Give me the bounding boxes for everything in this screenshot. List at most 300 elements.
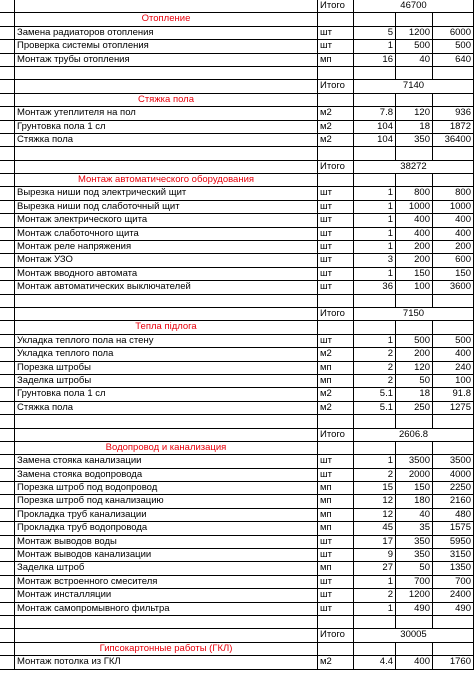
item-name-cell[interactable]: Заделка штроб [15, 562, 318, 574]
price-cell[interactable]: 35 [396, 522, 433, 534]
quantity-cell[interactable] [354, 643, 396, 655]
price-cell[interactable]: 150 [396, 268, 433, 280]
quantity-cell[interactable]: 1 [354, 335, 396, 347]
empty-cell[interactable] [15, 67, 318, 79]
sum-cell[interactable]: 2250 [433, 482, 474, 494]
total-value[interactable]: 7140 [354, 80, 474, 92]
unit-cell[interactable] [318, 442, 354, 454]
row-number-cell[interactable] [0, 536, 15, 548]
unit-cell[interactable]: м2 [318, 388, 354, 400]
item-name-cell[interactable]: Замена стояка водопровода [15, 469, 318, 481]
row-number-cell[interactable] [0, 616, 15, 628]
quantity-cell[interactable]: 2 [354, 589, 396, 601]
unit-cell[interactable]: шт [318, 281, 354, 293]
total-label[interactable]: Итого [318, 629, 354, 641]
sum-cell[interactable]: 2160 [433, 495, 474, 507]
price-cell[interactable]: 40 [396, 54, 433, 66]
row-number-cell[interactable] [0, 174, 15, 186]
item-name-cell[interactable]: Стяжка пола [15, 134, 318, 146]
sum-cell[interactable]: 490 [433, 603, 474, 615]
table-row [0, 228, 474, 241]
table-row [0, 388, 474, 401]
price-cell[interactable] [396, 442, 433, 454]
price-cell[interactable] [396, 13, 433, 25]
item-name-cell[interactable]: Вырезка ниши под электрический щит [15, 187, 318, 199]
table-row [0, 362, 474, 375]
unit-cell[interactable]: м2 [318, 134, 354, 146]
total-label[interactable]: Итого [318, 429, 354, 441]
row-number-cell[interactable] [0, 13, 15, 25]
item-name-cell[interactable]: Прокладка труб канализации [15, 509, 318, 521]
unit-cell[interactable] [318, 415, 354, 427]
sum-cell[interactable]: 400 [433, 228, 474, 240]
row-number-cell[interactable] [0, 27, 15, 39]
row-number-cell[interactable] [0, 147, 15, 159]
row-number-cell[interactable] [0, 187, 15, 199]
section-title[interactable]: Монтаж автоматического оборудования [15, 174, 318, 186]
item-name-cell[interactable]: Укладка теплого пола [15, 348, 318, 360]
price-cell[interactable]: 400 [396, 214, 433, 226]
price-cell[interactable]: 1200 [396, 589, 433, 601]
price-cell[interactable]: 1000 [396, 201, 433, 213]
price-cell[interactable]: 18 [396, 121, 433, 133]
quantity-cell[interactable] [354, 67, 396, 79]
quantity-cell[interactable]: 45 [354, 522, 396, 534]
row-number-cell[interactable] [0, 643, 15, 655]
item-name-cell[interactable]: Замена радиаторов отопления [15, 27, 318, 39]
row-number-cell[interactable] [0, 228, 15, 240]
quantity-cell[interactable] [354, 321, 396, 333]
quantity-cell[interactable] [354, 174, 396, 186]
empty-cell[interactable] [15, 308, 318, 320]
row-number-cell[interactable] [0, 656, 15, 668]
item-name-cell[interactable]: Монтаж слаботочного щита [15, 228, 318, 240]
subtotal-row [0, 429, 474, 442]
price-cell[interactable]: 50 [396, 375, 433, 387]
quantity-cell[interactable] [354, 147, 396, 159]
quantity-cell[interactable]: 1 [354, 40, 396, 52]
sum-cell[interactable]: 150 [433, 268, 474, 280]
row-number-cell[interactable] [0, 308, 15, 320]
row-number-cell[interactable] [0, 241, 15, 253]
item-name-cell[interactable]: Замена стояка канализации [15, 455, 318, 467]
row-number-cell[interactable] [0, 455, 15, 467]
sum-cell[interactable] [433, 442, 474, 454]
item-name-cell[interactable]: Монтаж выводов воды [15, 536, 318, 548]
item-name-cell[interactable]: Заделка штробы [15, 375, 318, 387]
unit-cell[interactable]: м2 [318, 107, 354, 119]
total-label[interactable]: Итого [318, 0, 354, 12]
sum-cell[interactable]: 800 [433, 187, 474, 199]
price-cell[interactable] [396, 147, 433, 159]
row-number-cell[interactable] [0, 388, 15, 400]
quantity-cell[interactable]: 104 [354, 134, 396, 146]
quantity-cell[interactable]: 16 [354, 54, 396, 66]
unit-cell[interactable]: мп [318, 562, 354, 574]
price-cell[interactable] [396, 616, 433, 628]
sum-cell[interactable]: 1872 [433, 121, 474, 133]
section-title[interactable]: Гипсокартонные работы (ГКЛ) [15, 643, 318, 655]
sum-cell[interactable] [433, 643, 474, 655]
row-number-cell[interactable] [0, 254, 15, 266]
quantity-cell[interactable]: 7.8 [354, 107, 396, 119]
unit-cell[interactable] [318, 643, 354, 655]
quantity-cell[interactable]: 12 [354, 509, 396, 521]
quantity-cell[interactable]: 17 [354, 536, 396, 548]
item-name-cell[interactable]: Монтаж автоматических выключателей [15, 281, 318, 293]
quantity-cell[interactable]: 36 [354, 281, 396, 293]
sum-cell[interactable]: 1275 [433, 402, 474, 414]
sum-cell[interactable]: 500 [433, 335, 474, 347]
empty-cell[interactable] [15, 616, 318, 628]
quantity-cell[interactable]: 2 [354, 362, 396, 374]
unit-cell[interactable]: мп [318, 482, 354, 494]
unit-cell[interactable] [318, 321, 354, 333]
row-number-cell[interactable] [0, 362, 15, 374]
quantity-cell[interactable]: 1 [354, 228, 396, 240]
price-cell[interactable]: 350 [396, 536, 433, 548]
row-number-cell[interactable] [0, 121, 15, 133]
table-row [0, 469, 474, 482]
blank-row [0, 295, 474, 308]
quantity-cell[interactable]: 1 [354, 603, 396, 615]
unit-cell[interactable]: мп [318, 54, 354, 66]
quantity-cell[interactable]: 1 [354, 455, 396, 467]
quantity-cell[interactable]: 9 [354, 549, 396, 561]
item-name-cell[interactable]: Монтаж реле напряжения [15, 241, 318, 253]
total-value[interactable]: 2606.8 [354, 429, 474, 441]
table-row [0, 482, 474, 495]
quantity-cell[interactable]: 5.1 [354, 388, 396, 400]
item-name-cell[interactable]: Монтаж выводов канализации [15, 549, 318, 561]
total-value[interactable]: 30005 [354, 629, 474, 641]
quantity-cell[interactable]: 1 [354, 241, 396, 253]
unit-cell[interactable]: м2 [318, 121, 354, 133]
row-number-cell[interactable] [0, 549, 15, 561]
price-cell[interactable]: 120 [396, 362, 433, 374]
price-cell[interactable]: 250 [396, 402, 433, 414]
unit-cell[interactable]: шт [318, 201, 354, 213]
unit-cell[interactable]: шт [318, 268, 354, 280]
price-cell[interactable]: 50 [396, 562, 433, 574]
table-row [0, 522, 474, 535]
sum-cell[interactable] [433, 147, 474, 159]
unit-cell[interactable]: мп [318, 509, 354, 521]
price-cell[interactable] [396, 295, 433, 307]
sum-cell[interactable]: 3500 [433, 455, 474, 467]
row-number-cell[interactable] [0, 107, 15, 119]
row-number-cell[interactable] [0, 576, 15, 588]
item-name-cell[interactable]: Монтаж потолка из ГКЛ [15, 656, 318, 668]
quantity-cell[interactable] [354, 442, 396, 454]
row-number-cell[interactable] [0, 335, 15, 347]
row-number-cell[interactable] [0, 201, 15, 213]
price-cell[interactable]: 40 [396, 509, 433, 521]
total-label[interactable]: Итого [318, 80, 354, 92]
item-name-cell[interactable]: Проверка системы отопления [15, 40, 318, 52]
quantity-cell[interactable]: 5.1 [354, 402, 396, 414]
quantity-cell[interactable] [354, 295, 396, 307]
quantity-cell[interactable] [354, 13, 396, 25]
quantity-cell[interactable]: 12 [354, 495, 396, 507]
row-number-cell[interactable] [0, 442, 15, 454]
quantity-cell[interactable]: 5 [354, 27, 396, 39]
quantity-cell[interactable] [354, 415, 396, 427]
quantity-cell[interactable]: 15 [354, 482, 396, 494]
sum-cell[interactable]: 200 [433, 241, 474, 253]
row-number-cell[interactable] [0, 161, 15, 173]
unit-cell[interactable]: шт [318, 455, 354, 467]
sum-cell[interactable]: 100 [433, 375, 474, 387]
row-number-cell[interactable] [0, 0, 15, 12]
unit-cell[interactable]: шт [318, 214, 354, 226]
sum-cell[interactable]: 700 [433, 576, 474, 588]
unit-cell[interactable]: шт [318, 549, 354, 561]
unit-cell[interactable] [318, 295, 354, 307]
total-value[interactable]: 7150 [354, 308, 474, 320]
unit-cell[interactable]: мп [318, 375, 354, 387]
blank-row [0, 415, 474, 428]
sum-cell[interactable] [433, 616, 474, 628]
unit-cell[interactable]: шт [318, 469, 354, 481]
price-cell[interactable]: 350 [396, 134, 433, 146]
price-cell[interactable]: 800 [396, 187, 433, 199]
sum-cell[interactable]: 400 [433, 214, 474, 226]
sum-cell[interactable]: 640 [433, 54, 474, 66]
item-name-cell[interactable]: Прокладка труб водопровода [15, 522, 318, 534]
unit-cell[interactable] [318, 174, 354, 186]
row-number-cell[interactable] [0, 402, 15, 414]
unit-cell[interactable]: шт [318, 228, 354, 240]
item-name-cell[interactable]: Стяжка пола [15, 402, 318, 414]
quantity-cell[interactable]: 1 [354, 576, 396, 588]
item-name-cell[interactable]: Порезка штроб под водопровод [15, 482, 318, 494]
quantity-cell[interactable]: 104 [354, 121, 396, 133]
quantity-cell[interactable]: 2 [354, 375, 396, 387]
price-cell[interactable]: 150 [396, 482, 433, 494]
row-number-cell[interactable] [0, 348, 15, 360]
item-name-cell[interactable]: Порезка штробы [15, 362, 318, 374]
sum-cell[interactable] [433, 94, 474, 106]
blank-row [0, 616, 474, 629]
unit-cell[interactable]: шт [318, 27, 354, 39]
sum-cell[interactable]: 400 [433, 348, 474, 360]
unit-cell[interactable]: шт [318, 603, 354, 615]
unit-cell[interactable]: шт [318, 241, 354, 253]
unit-cell[interactable]: м2 [318, 402, 354, 414]
price-cell[interactable]: 200 [396, 254, 433, 266]
row-number-cell[interactable] [0, 80, 15, 92]
unit-cell[interactable]: м2 [318, 656, 354, 668]
row-number-cell[interactable] [0, 134, 15, 146]
price-cell[interactable] [396, 174, 433, 186]
price-cell[interactable]: 500 [396, 40, 433, 52]
sum-cell[interactable]: 6000 [433, 27, 474, 39]
unit-cell[interactable]: мп [318, 362, 354, 374]
section-title[interactable]: Стяжка пола [15, 94, 318, 106]
quantity-cell[interactable]: 1 [354, 187, 396, 199]
item-name-cell[interactable]: Монтаж УЗО [15, 254, 318, 266]
item-name-cell[interactable]: Монтаж электрического щита [15, 214, 318, 226]
price-cell[interactable]: 400 [396, 228, 433, 240]
row-number-cell[interactable] [0, 295, 15, 307]
total-label[interactable]: Итого [318, 308, 354, 320]
row-number-cell[interactable] [0, 94, 15, 106]
row-number-cell[interactable] [0, 67, 15, 79]
unit-cell[interactable]: шт [318, 576, 354, 588]
quantity-cell[interactable]: 2 [354, 348, 396, 360]
item-name-cell[interactable]: Монтаж встроенного смесителя [15, 576, 318, 588]
sum-cell[interactable]: 4000 [433, 469, 474, 481]
price-cell[interactable] [396, 321, 433, 333]
unit-cell[interactable]: шт [318, 187, 354, 199]
section-title[interactable]: Тепла підлога [15, 321, 318, 333]
row-number-cell[interactable] [0, 522, 15, 534]
quantity-cell[interactable]: 3 [354, 254, 396, 266]
row-number-cell[interactable] [0, 268, 15, 280]
sum-cell[interactable]: 3150 [433, 549, 474, 561]
sum-cell[interactable] [433, 67, 474, 79]
sum-cell[interactable] [433, 321, 474, 333]
item-name-cell[interactable]: Укладка теплого пола на стену [15, 335, 318, 347]
quantity-cell[interactable]: 1 [354, 268, 396, 280]
sum-cell[interactable]: 936 [433, 107, 474, 119]
price-cell[interactable] [396, 415, 433, 427]
item-name-cell[interactable]: Порезка штроб под канализацию [15, 495, 318, 507]
empty-cell[interactable] [15, 161, 318, 173]
unit-cell[interactable] [318, 13, 354, 25]
price-cell[interactable]: 18 [396, 388, 433, 400]
unit-cell[interactable]: м2 [318, 348, 354, 360]
row-number-cell[interactable] [0, 281, 15, 293]
table-row [0, 375, 474, 388]
item-name-cell[interactable]: Монтаж трубы отопления [15, 54, 318, 66]
price-cell[interactable]: 180 [396, 495, 433, 507]
unit-cell[interactable]: шт [318, 335, 354, 347]
item-name-cell[interactable]: Грунтовка пола 1 сл [15, 388, 318, 400]
empty-cell[interactable] [15, 80, 318, 92]
price-cell[interactable] [396, 643, 433, 655]
price-cell[interactable] [396, 67, 433, 79]
unit-cell[interactable] [318, 147, 354, 159]
unit-cell[interactable]: шт [318, 254, 354, 266]
sum-cell[interactable]: 1760 [433, 656, 474, 668]
row-number-cell[interactable] [0, 469, 15, 481]
quantity-cell[interactable]: 2 [354, 469, 396, 481]
item-name-cell[interactable]: Монтаж самопромывного фильтра [15, 603, 318, 615]
total-value[interactable]: 46700 [354, 0, 474, 12]
row-number-cell[interactable] [0, 429, 15, 441]
price-cell[interactable]: 500 [396, 335, 433, 347]
item-name-cell[interactable]: Монтаж инсталляции [15, 589, 318, 601]
item-name-cell[interactable]: Монтаж утеплителя на пол [15, 107, 318, 119]
empty-cell[interactable] [15, 0, 318, 12]
row-number-cell[interactable] [0, 482, 15, 494]
row-number-cell[interactable] [0, 509, 15, 521]
sum-cell[interactable]: 2400 [433, 589, 474, 601]
sum-cell[interactable] [433, 174, 474, 186]
row-number-cell[interactable] [0, 375, 15, 387]
sum-cell[interactable]: 5950 [433, 536, 474, 548]
item-name-cell[interactable]: Грунтовка пола 1 сл [15, 121, 318, 133]
quantity-cell[interactable]: 1 [354, 214, 396, 226]
empty-cell[interactable] [15, 429, 318, 441]
row-number-cell[interactable] [0, 415, 15, 427]
item-name-cell[interactable]: Монтаж вводного автомата [15, 268, 318, 280]
sum-cell[interactable]: 1575 [433, 522, 474, 534]
sum-cell[interactable]: 500 [433, 40, 474, 52]
table-row [0, 241, 474, 254]
price-cell[interactable]: 490 [396, 603, 433, 615]
unit-cell[interactable]: мп [318, 495, 354, 507]
sum-cell[interactable]: 480 [433, 509, 474, 521]
total-value[interactable]: 38272 [354, 161, 474, 173]
unit-cell[interactable]: мп [318, 522, 354, 534]
empty-cell[interactable] [15, 295, 318, 307]
empty-cell[interactable] [15, 629, 318, 641]
price-cell[interactable] [396, 94, 433, 106]
quantity-cell[interactable]: 1 [354, 201, 396, 213]
empty-cell[interactable] [15, 147, 318, 159]
row-number-cell[interactable] [0, 562, 15, 574]
price-cell[interactable]: 2000 [396, 469, 433, 481]
price-cell[interactable]: 400 [396, 656, 433, 668]
quantity-cell[interactable]: 4.4 [354, 656, 396, 668]
item-name-cell[interactable]: Вырезка ниши под слаботочный щит [15, 201, 318, 213]
sum-cell[interactable] [433, 295, 474, 307]
unit-cell[interactable] [318, 616, 354, 628]
price-cell[interactable]: 200 [396, 241, 433, 253]
sum-cell[interactable]: 91.8 [433, 388, 474, 400]
price-cell[interactable]: 3500 [396, 455, 433, 467]
section-title[interactable]: Водопровод и канализация [15, 442, 318, 454]
price-cell[interactable]: 1200 [396, 27, 433, 39]
row-number-cell[interactable] [0, 321, 15, 333]
total-label[interactable]: Итого [318, 161, 354, 173]
price-cell[interactable]: 350 [396, 549, 433, 561]
row-number-cell[interactable] [0, 214, 15, 226]
row-number-cell[interactable] [0, 589, 15, 601]
price-cell[interactable]: 100 [396, 281, 433, 293]
sum-cell[interactable]: 600 [433, 254, 474, 266]
sum-cell[interactable]: 240 [433, 362, 474, 374]
price-cell[interactable]: 200 [396, 348, 433, 360]
sum-cell[interactable]: 36400 [433, 134, 474, 146]
unit-cell[interactable]: шт [318, 589, 354, 601]
row-number-cell[interactable] [0, 495, 15, 507]
sum-cell[interactable]: 1000 [433, 201, 474, 213]
quantity-cell[interactable] [354, 94, 396, 106]
empty-cell[interactable] [15, 415, 318, 427]
quantity-cell[interactable] [354, 616, 396, 628]
price-cell[interactable]: 120 [396, 107, 433, 119]
row-number-cell[interactable] [0, 40, 15, 52]
section-title[interactable]: Отопление [15, 13, 318, 25]
sum-cell[interactable] [433, 13, 474, 25]
unit-cell[interactable] [318, 94, 354, 106]
unit-cell[interactable] [318, 67, 354, 79]
price-cell[interactable]: 700 [396, 576, 433, 588]
row-number-cell[interactable] [0, 54, 15, 66]
sum-cell[interactable] [433, 415, 474, 427]
unit-cell[interactable]: шт [318, 536, 354, 548]
sum-cell[interactable]: 3600 [433, 281, 474, 293]
row-number-cell[interactable] [0, 629, 15, 641]
unit-cell[interactable]: шт [318, 40, 354, 52]
row-number-cell[interactable] [0, 603, 15, 615]
sum-cell[interactable]: 1350 [433, 562, 474, 574]
quantity-cell[interactable]: 27 [354, 562, 396, 574]
